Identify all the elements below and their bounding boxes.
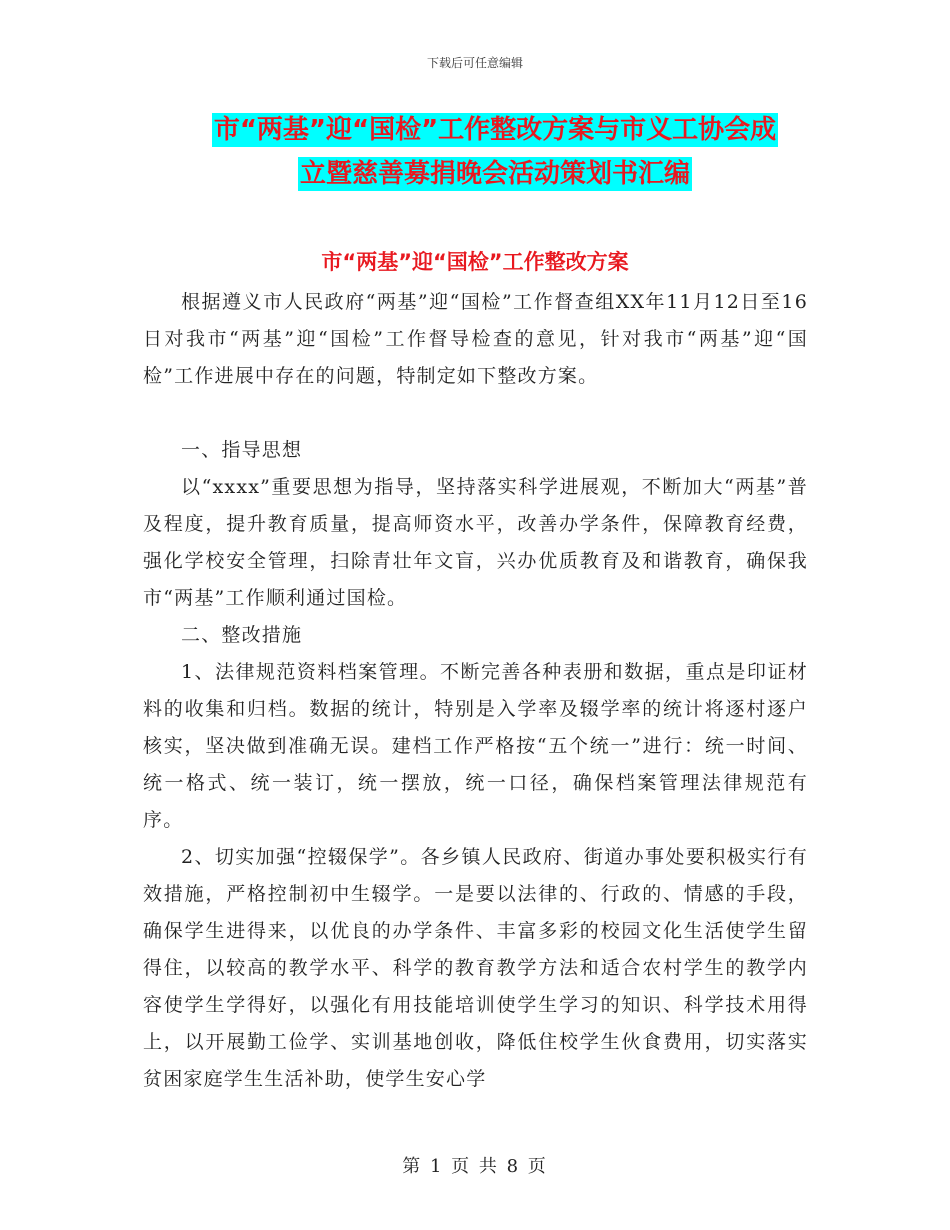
paragraph-guiding-ideology: 以“xxxx”重要思想为指导，坚持落实科学进展观，不断加大“两基”普及程度，提升教育质量，提高师资水平，改善办学条件，保障教育经费，强化学校安全管理，扫除青壮年文盲，兴办优质教育及和谐教育，确保我市“两基”工作顺利通过国检。 [143,476,808,609]
document-body [143,284,808,1098]
document-title [150,108,840,196]
paragraph-measure-1: 1、法律规范资料档案管理。不断完善各种表册和数据，重点是印证材料的收集和归档。数据的统计，特别是入学率及辍学率的统计将逐村逐户核实，坚决做到准确无误。建档工作严格按“五个统一”进行：统一时间、统一格式、统一装订，统一摆放，统一口径，确保档案管理法律规范有序。 [143,661,808,831]
document-title-line-1: 市“两基”迎“国检”工作整改方案与市义工协会成 [213,115,777,145]
paragraph-intro: 根据遵义市人民政府“两基”迎“国检”工作督查组XX年11月12日至16日对我市“两基”迎“国检”工作督导检查的意见，针对我市“两基”迎“国检”工作进展中存在的问题，特制定如下整改方案。 [143,291,808,387]
heading-rectification-measures: 二、整改措施 [181,624,303,646]
document-title-line-2: 立暨慈善募捐晚会活动策划书汇编 [299,159,690,189]
paragraph-measure-2: 2、切实加强“控辍保学”。各乡镇人民政府、街道办事处要积极实行有效措施，严格控制初中生辍学。一是要以法律的、行政的、情感的手段，确保学生进得来，以优良的办学条件、丰富多彩的校园文化生活使学生留得住，以较高的教学水平、科学的教育教学方法和适合农村学生的教学内容使学生学得好，以强化有用技能培训使学生学习的知识、科学技术用得上，以开展勤工俭学、实训基地创收，降低住校学生伙食费用，切实落实贫困家庭学生生活补助，使学生安心学 [143,846,808,1090]
header-note: 下载后可任意编辑 [426,56,523,70]
heading-guiding-ideology: 一、指导思想 [181,439,303,461]
page-number: 第 1 页 共 8 页 [402,1156,548,1177]
section-title: 市“两基”迎“国检”工作整改方案 [321,250,629,274]
